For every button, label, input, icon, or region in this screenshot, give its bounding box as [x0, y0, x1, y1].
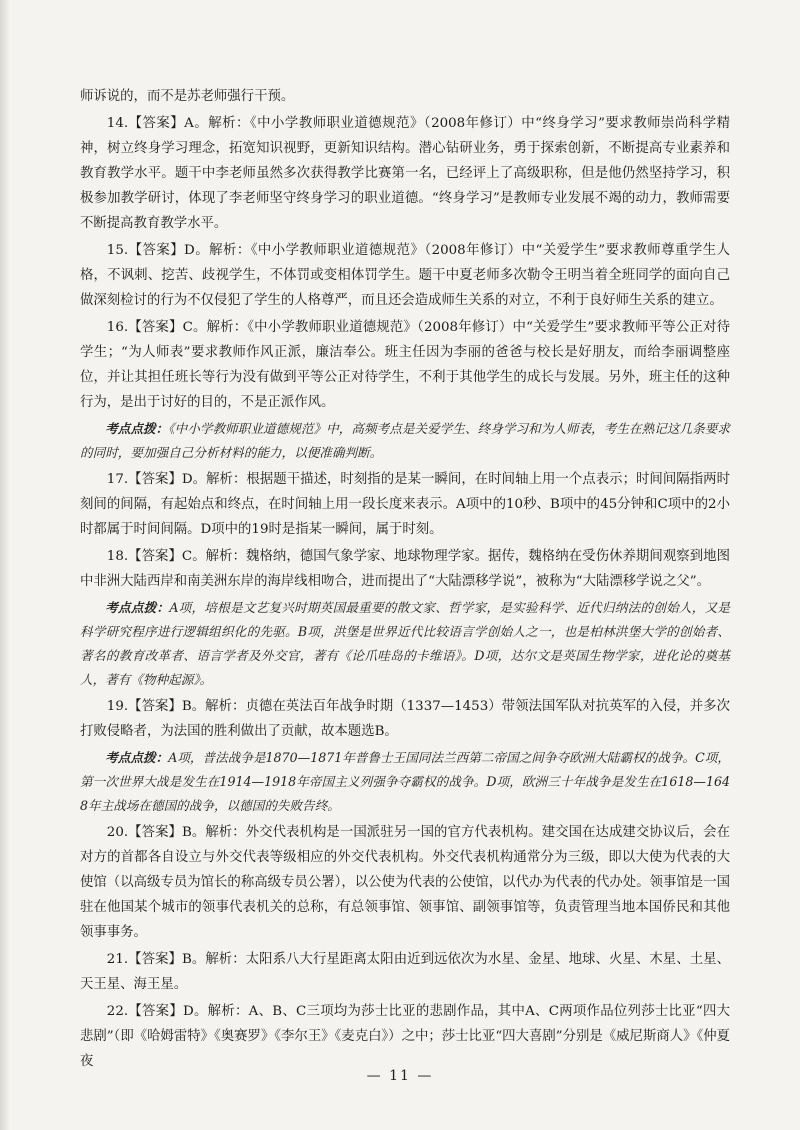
exam-tip-18	[80, 596, 730, 692]
answer-15: 15.【答案】D。解析：《中小学教师职业道德规范》（2008年修订）中“关爱学生”要求教师尊重学生人格，不讽刺、挖苦、歧视学生，不体罚或变相体罚学生。题干中夏老师多次勒令王明当着全班同学的面向自己做深刻检讨的行为不仅侵犯了学生的人格尊严，而且还会造成师生关系的对立，不利于良好师生关系的建立。	[80, 243, 730, 308]
exam-tip-text: 《中小学教师职业道德规范》中，高频考点是关爱学生、终身学习和为人师表，考生在熟记这几条要求的同时，要加强自己分析材料的能力，以便准确判断。	[80, 421, 731, 460]
answer-explanations	[80, 84, 730, 1076]
exam-tip-text: A项，普法战争是1870—1871年普鲁士王国同法兰西第二帝国之间争夺欧洲大陆霸权的战争。C项，第一次世界大战是发生在1914—1918年帝国主义列强争夺霸权的战争。D项，欧洲三十年战争是发生在1618—1648年主战场在德国的战争，以德国的失败告终。	[80, 750, 730, 813]
answer-20: 20.【答案】B。解析：外交代表机构是一国派驻另一国的官方代表机构。建交国在达成建交协议后，会在对方的首都各自设立与外交代表等级相应的外交代表机构。外交代表机构通常分为三级，即以大使为代表的大使馆（以高级专员为馆长的称高级专员公署），以公使为代表的公使馆，以代办为代表的代办处。领事馆是一国驻在他国某个城市的领事代表机关的总称，有总领事馆、领事馆、副领事馆等，负责管理当地本国侨民和其他领事事务。	[80, 825, 730, 940]
exam-tip-label: 考点点拨：	[105, 421, 169, 436]
paragraph-continuation: 师诉说的，而不是苏老师强行干预。	[80, 89, 295, 104]
answer-14: 14.【答案】A。解析：《中小学教师职业道德规范》（2008年修订）中“终身学习”要求教师崇尚科学精神，树立终身学习理念，拓宽知识视野，更新知识结构。潜心钻研业务，勇于探索创新，不断提高专业素养和教育教学水平。题干中李老师虽然多次获得教学比赛第一名，已经评上了高级职称，但是他仍然坚持学习，积极参加教学研讨，体现了李老师坚守终身学习的职业道德。“终身学习”是教师专业发展不竭的动力，教师需要不断提高教育教学水平。	[80, 116, 730, 231]
scan-edge	[0, 0, 10, 1130]
exam-tip-label: 考点点拨：	[105, 600, 170, 615]
answer-21: 21.【答案】B。解析：太阳系八大行星距离太阳由近到远依次为水星、金星、地球、火星、木星、土星、天王星、海王星。	[80, 952, 730, 992]
answer-19: 19.【答案】B。解析：贞德在英法百年战争时期（1337—1453）带领法国军队对抗英军的入侵，并多次打败侵略者，为法国的胜利做出了贡献，故本题选B。	[80, 699, 730, 739]
answer-22: 22.【答案】D。解析：A、B、C三项均为莎士比亚的悲剧作品，其中A、C两项作品位列莎士比亚“四大悲剧”（即《哈姆雷特》《奥赛罗》《李尔王》《麦克白》）之中；莎士比亚“四大喜剧”分别是《威尼斯商人》《仲夏夜	[80, 1004, 730, 1069]
exam-tip-16	[80, 417, 730, 465]
exam-tip-label: 考点点拨：	[105, 750, 169, 765]
page-number: — 11 —	[366, 1068, 434, 1084]
exam-tip-text: A项，培根是文艺复兴时期英国最重要的散文家、哲学家，是实验科学、近代归纳法的创始人，又是科学研究程序进行逻辑组织化的先驱。B项，洪堡是世界近代比较语言学创始人之一，也是柏林洪堡大学的创始者、著名的教育改革者、语言学者及外交官，著有《论爪哇岛的卡维语》。D项，达尔文是英国生物学家，进化论的奠基人，著有《物种起源》。	[80, 600, 730, 687]
answer-16: 16.【答案】C。解析：《中小学教师职业道德规范》（2008年修订）中“关爱学生”要求教师平等公正对待学生；“为人师表”要求教师作风正派，廉洁奉公。班主任因为李丽的爸爸与校长是好朋友，而给李丽调整座位，并让其担任班长等行为没有做到平等公正对待学生，不利于其他学生的成长与发展。另外，班主任的这种行为，是出于讨好的目的，不是正派作风。	[80, 320, 730, 410]
answer-17: 17.【答案】D。解析：根据题干描述，时刻指的是某一瞬间，在时间轴上用一个点表示；时间间隔指两时刻间的间隔，有起始点和终点，在时间轴上用一段长度来表示。A项中的10秒、B项中的45分钟和C项中的2小时都属于时间间隔。D项中的19时是指某一瞬间，属于时刻。	[80, 472, 730, 537]
exam-tip-19	[80, 746, 730, 818]
answer-18: 18.【答案】C。解析：魏格纳，德国气象学家、地球物理学家。据传，魏格纳在受伤休养期间观察到地图中非洲大陆西岸和南美洲东岸的海岸线相吻合，进而提出了“大陆漂移学说”，被称为“大陆漂移学说之父”。	[80, 549, 730, 589]
